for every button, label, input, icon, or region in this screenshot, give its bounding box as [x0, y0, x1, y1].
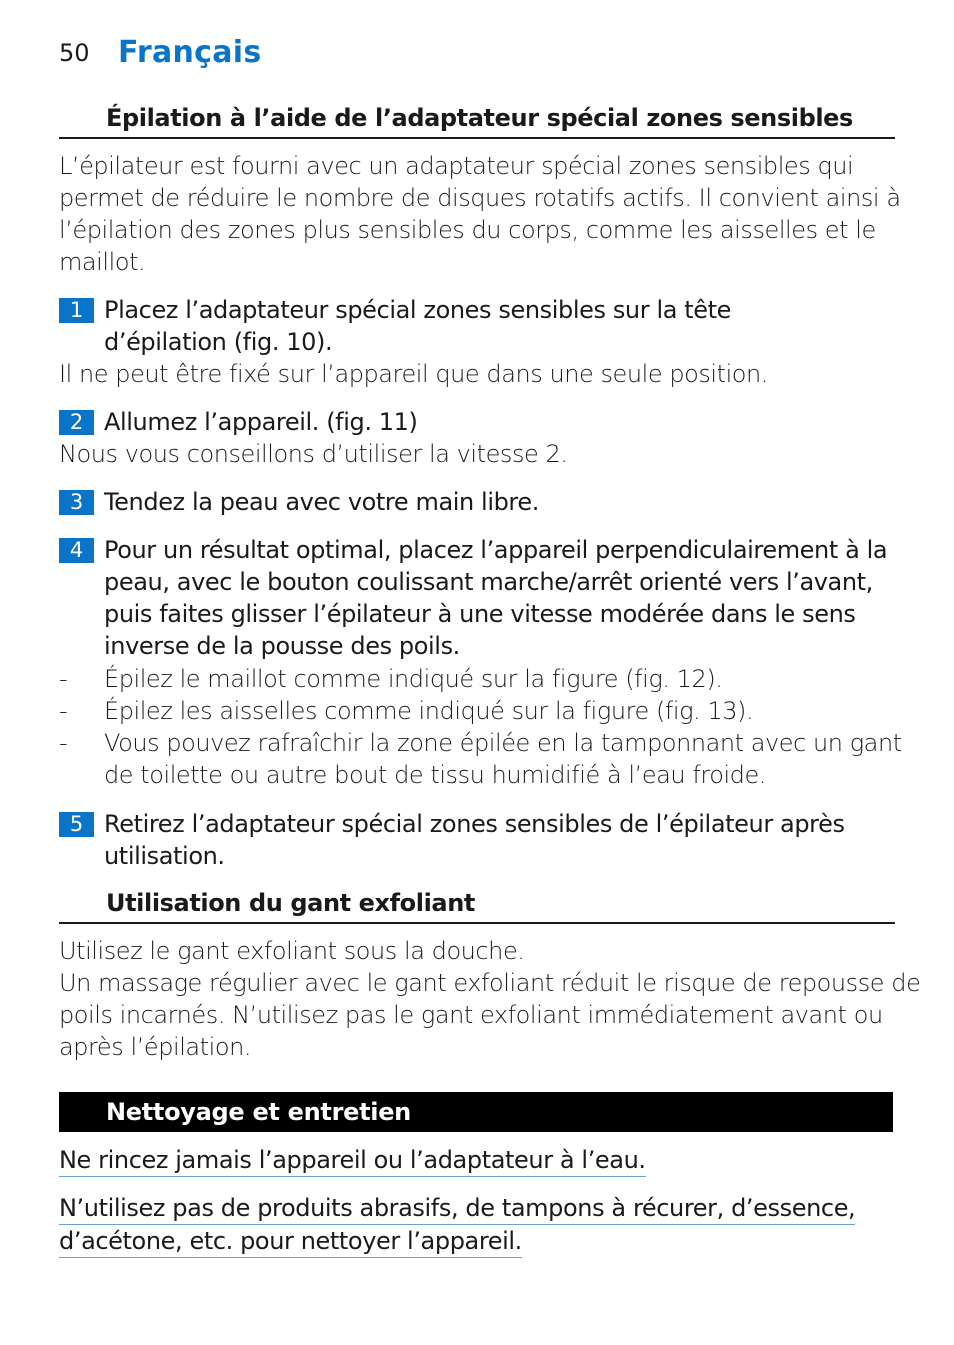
warning-abrasives-line-1: N’utilisez pas de produits abrasifs, de tampons à récurer, d’essence, [59, 1192, 855, 1225]
bullet-line: Épilez le maillot comme indiqué sur la figure (fig. 12). [104, 665, 723, 693]
section-bar-cleaning [59, 1092, 893, 1132]
section-heading-sensitive-areas: Épilation à l’aide de l’adaptateur spécial zones sensibles [106, 104, 853, 132]
glove-line: Un massage régulier avec le gant exfoliant réduit le risque de repousse de [59, 969, 921, 997]
bullet-line: Vous pouvez rafraîchir la zone épilée en la tamponnant avec un gant [104, 729, 902, 757]
step-number-badge: 1 [59, 298, 94, 323]
warning-abrasives-line-2: d’acétone, etc. pour nettoyer l’appareil. [59, 1225, 522, 1258]
warning-rinse: Ne rincez jamais l’appareil ou l’adaptateur à l’eau. [59, 1144, 646, 1177]
intro-line: L’épilateur est fourni avec un adaptateur spécial zones sensibles qui [59, 152, 854, 180]
step-line: Pour un résultat optimal, placez l’appareil perpendiculairement à la [104, 536, 888, 564]
bullet-item [104, 727, 902, 791]
heading-rule [59, 922, 895, 924]
step-2-note: Nous vous conseillons d’utiliser la vitesse 2. [59, 440, 568, 468]
glove-line: poils incarnés. N’utilisez pas le gant exfoliant immédiatement avant ou [59, 1001, 883, 1029]
intro-line: maillot. [59, 248, 146, 276]
step-line: inverse de la pousse des poils. [104, 632, 460, 660]
language-title: Français [118, 35, 262, 70]
intro-paragraph [59, 150, 899, 278]
glove-line: après l’épilation. [59, 1033, 252, 1061]
step-line: puis faites glisser l’épilateur à une vitesse modérée dans le sens [104, 600, 856, 628]
step-line: Placez l’adaptateur spécial zones sensibles sur la tête [104, 296, 731, 324]
step-number-badge: 2 [59, 410, 94, 435]
heading-rule [59, 137, 895, 139]
page-number: 50 [59, 39, 90, 67]
section-heading-cleaning: Nettoyage et entretien [106, 1098, 411, 1126]
step-number-badge: 3 [59, 490, 94, 515]
glove-line: Utilisez le gant exfoliant sous la douche. [59, 937, 525, 965]
bullet-line: de toilette ou autre bout de tissu humidifié à l’eau froide. [104, 761, 766, 789]
step-5-text [104, 808, 845, 872]
bullet-dash: - [59, 729, 68, 757]
bullet-item [104, 663, 722, 695]
bullet-line: Épilez les aisselles comme indiqué sur la figure (fig. 13). [104, 697, 754, 725]
step-4-text [104, 534, 887, 662]
step-2-text [104, 406, 418, 438]
section-heading-exfoliating-glove: Utilisation du gant exfoliant [106, 889, 475, 917]
step-number-badge: 4 [59, 538, 94, 563]
intro-line: l’épilation des zones plus sensibles du corps, comme les aisselles et le [59, 216, 876, 244]
intro-line: permet de réduire le nombre de disques rotatifs actifs. Il convient ainsi à [59, 184, 901, 212]
step-line: peau, avec le bouton coulissant marche/arrêt orienté vers l’avant, [104, 568, 873, 596]
step-line: Tendez la peau avec votre main libre. [104, 488, 539, 516]
bullet-dash: - [59, 665, 68, 693]
step-line: d’épilation (fig. 10). [104, 328, 333, 356]
bullet-dash: - [59, 697, 68, 725]
step-1-text [104, 294, 731, 358]
step-1-note: Il ne peut être fixé sur l’appareil que dans une seule position. [59, 360, 768, 388]
step-3-text [104, 486, 539, 518]
step-number-badge: 5 [59, 812, 94, 837]
bullet-item [104, 695, 753, 727]
step-line: utilisation. [104, 842, 225, 870]
glove-paragraph [59, 935, 921, 1063]
step-line: Allumez l’appareil. (fig. 11) [104, 408, 418, 436]
step-line: Retirez l’adaptateur spécial zones sensibles de l’épilateur après [104, 810, 845, 838]
